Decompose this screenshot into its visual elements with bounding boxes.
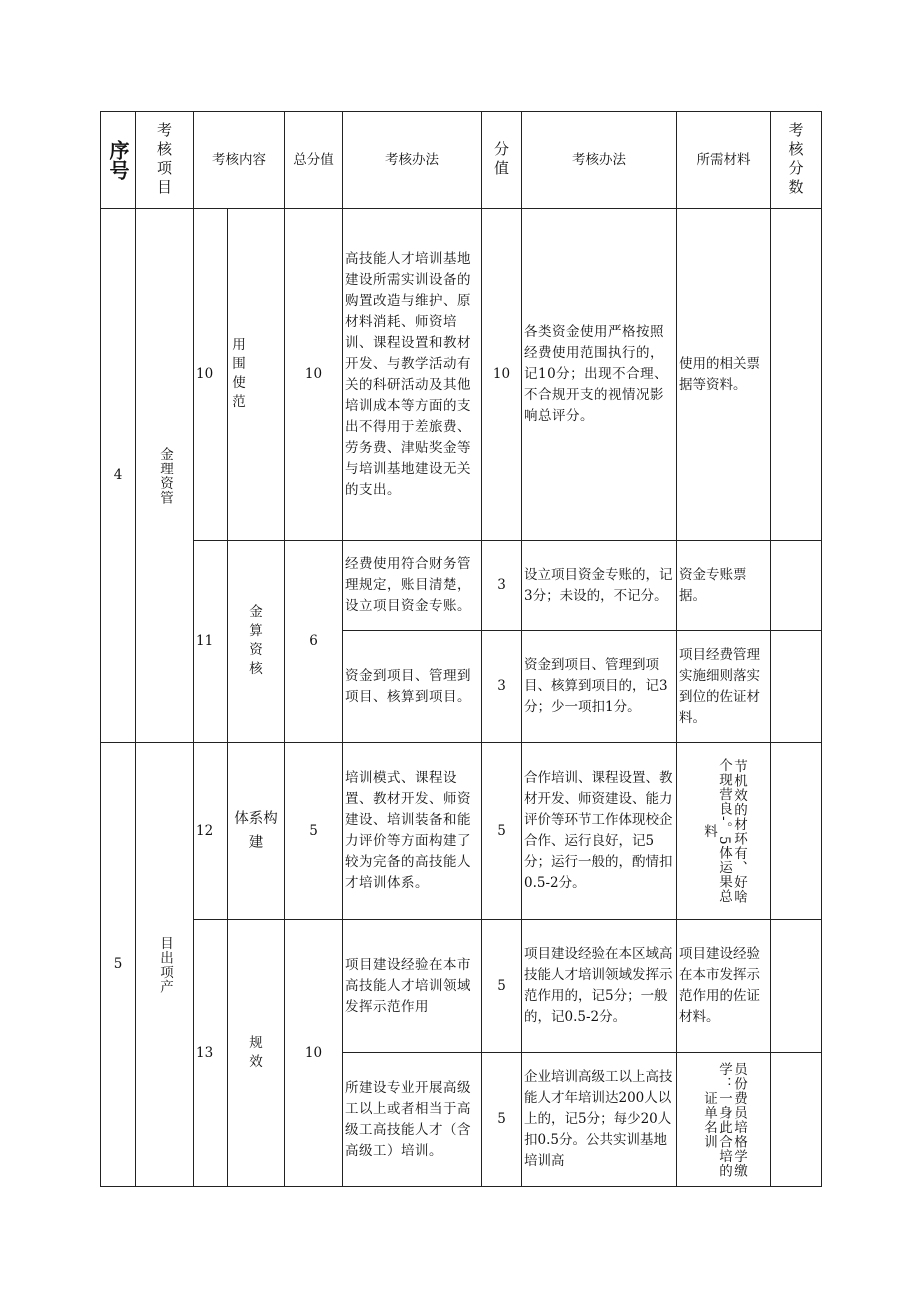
- row-method2: 企业培训高级工以上高技能人才年培训达200人以上的，记5分；每少20人扣0.5分。公共实训基地培训高: [522, 1053, 677, 1187]
- header-row: [101, 112, 822, 209]
- row-name: 规效: [228, 920, 285, 1187]
- header-item: 考核项目: [136, 112, 194, 209]
- table-row: [101, 209, 822, 541]
- row-name: 用围使范: [228, 209, 285, 541]
- assessment-table: [100, 111, 822, 1187]
- header-seq: 序号: [101, 112, 136, 209]
- row-method2: 设立项目资金专账的，记3分；未设的，不记分。: [522, 541, 677, 631]
- row-method2: 资金到项目、管理到项目、核算到项目的，记3分；少一项扣1分。: [522, 631, 677, 743]
- row-assess: [771, 631, 822, 743]
- row-total: 10: [285, 920, 343, 1187]
- row-method: 高技能人才培训基地建设所需实训设备的购置改造与维护、原材料消耗、师资培训、课程设置和教材开发、与教学活动有关的科研活动及其他培训成本等方面的支出不得用于差旅费、劳务费、津贴奖金等与培训基地建设无关的支出。: [343, 209, 482, 541]
- row-method: 项目建设经验在本市高技能人才培训领域发挥示范作用: [343, 920, 482, 1053]
- row-materials: 资金专账票据。: [677, 541, 771, 631]
- header-assess: 考核分数: [771, 112, 822, 209]
- row-materials: 使用的相关票据等资料。: [677, 209, 771, 541]
- row-method: 培训模式、课程设置、教材开发、师资建设、培训装备和能力评价等方面构建了较为完备的高技能人才培训体系。: [343, 743, 482, 920]
- header-content: 考核内容: [194, 112, 285, 209]
- row-method2: 合作培训、课程设置、教材开发、师资建设、能力评价等环节工作体现校企合作、运行良好，记5分；运行一般的，酌情扣0.5-2分。: [522, 743, 677, 920]
- row-method2: 各类资金使用严格按照经费使用范围执行的，记10分；出现不合理、不合规开支的视情况影响总评分。: [522, 209, 677, 541]
- group-item: 目出项产: [136, 743, 194, 1187]
- group-seq: 5: [101, 743, 136, 1187]
- row-score: 3: [482, 631, 522, 743]
- row-assess: [771, 541, 822, 631]
- row-materials: 员份费员培格学缴学：一身此合培的证单名训: [677, 1053, 771, 1187]
- row-method: 资金到项目、管理到项目、核算到项目。: [343, 631, 482, 743]
- row-score: 5: [482, 743, 522, 920]
- group-item: 金理资管: [136, 209, 194, 743]
- row-assess: [771, 1053, 822, 1187]
- row-method: 所建设专业开展高级工以上或者相当于高级工高技能人才（含高级工）培训。: [343, 1053, 482, 1187]
- table-row: [101, 541, 822, 631]
- row-no: 13: [194, 920, 228, 1187]
- row-name: 金算资核: [228, 541, 285, 743]
- row-score: 5: [482, 1053, 522, 1187]
- group-seq: 4: [101, 209, 136, 743]
- row-score: 3: [482, 541, 522, 631]
- row-total: 6: [285, 541, 343, 743]
- header-method1: 考核办法: [343, 112, 482, 209]
- header-total: 总分值: [285, 112, 343, 209]
- row-no: 10: [194, 209, 228, 541]
- row-total: 10: [285, 209, 343, 541]
- row-assess: [771, 209, 822, 541]
- header-materials: 所需材料: [677, 112, 771, 209]
- table-row: [101, 743, 822, 920]
- row-materials: 节机效的材环有、好啥个现营良-。5体运果总料: [677, 743, 771, 920]
- row-total: 5: [285, 743, 343, 920]
- table-row: [101, 920, 822, 1053]
- header-score: 分值: [482, 112, 522, 209]
- row-materials: 项目建设经验在本市发挥示范作用的佐证材料。: [677, 920, 771, 1053]
- header-method2: 考核办法: [522, 112, 677, 209]
- row-name: 体系构建: [228, 743, 285, 920]
- row-assess: [771, 920, 822, 1053]
- row-method: 经费使用符合财务管理规定，账目清楚，设立项目资金专账。: [343, 541, 482, 631]
- row-method2: 项目建设经验在本区域高技能人才培训领域发挥示范作用的，记5分；一般的，记0.5-2分。: [522, 920, 677, 1053]
- row-score: 10: [482, 209, 522, 541]
- row-no: 11: [194, 541, 228, 743]
- row-assess: [771, 743, 822, 920]
- row-no: 12: [194, 743, 228, 920]
- row-materials: 项目经费管理实施细则落实到位的佐证材料。: [677, 631, 771, 743]
- row-score: 5: [482, 920, 522, 1053]
